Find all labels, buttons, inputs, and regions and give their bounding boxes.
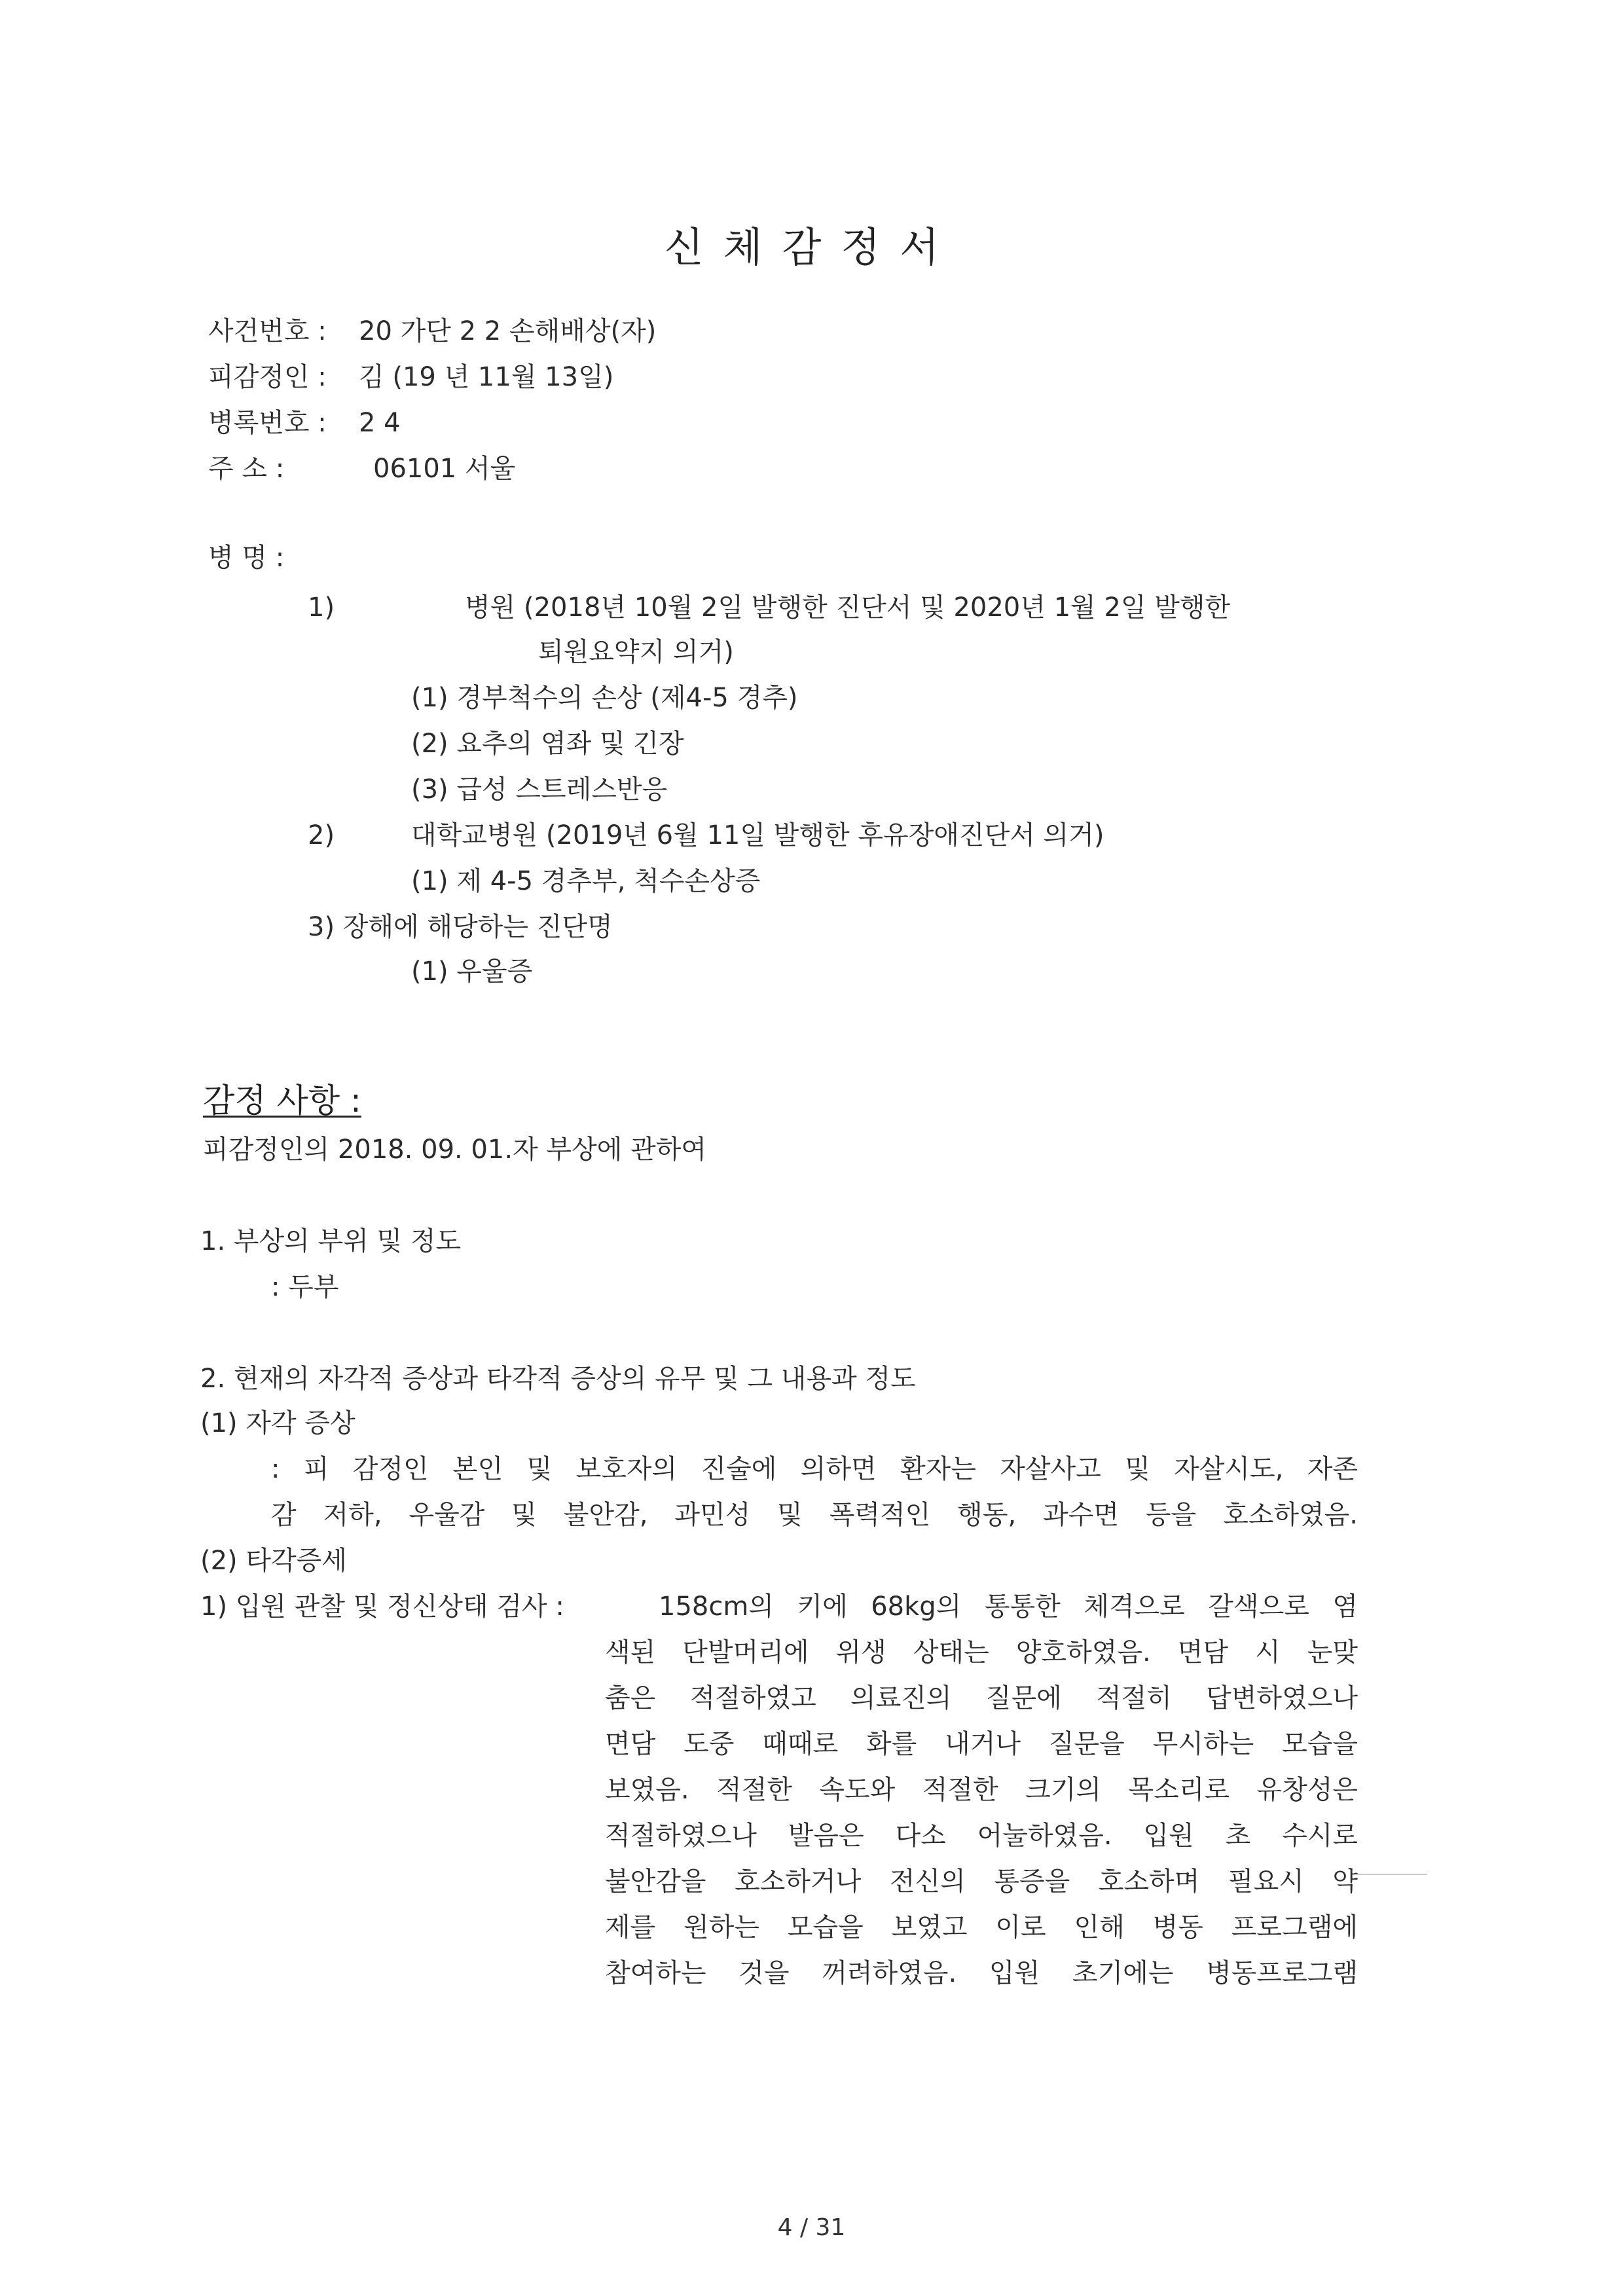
subjective-symptoms-line: : 피 감정인 본인 및 보호자의 진술에 의하면 환자는 자살사고 및 자살시도, 자존 [271,1454,1358,1484]
address-value: 06101 서울 [373,454,516,484]
objective-symptoms-title: (2) 타각증세 [200,1546,347,1576]
observation-line: 보였음. 적절한 속도와 적절한 크기의 목소리로 유창성은 [605,1775,1358,1805]
diagnosis-item-1-number: 1) [308,592,335,623]
diagnosis-sub-item: (3) 급성 스트레스반응 [411,774,668,805]
diagnosis-sub-item: (1) 경부척수의 손상 (제4-5 경추) [411,683,798,713]
diagnosis-sub-item: (2) 요추의 염좌 및 긴장 [411,729,684,759]
observation-line: 춤은 적절하였고 의료진의 질문에 적절히 답변하였으나 [605,1683,1358,1713]
case-number-label: 사건번호 : [208,316,327,346]
case-number-value: 20 가단 2 2 손해배상(자) [359,316,657,346]
diagnosis-sub-item: (1) 제 4-5 경추부, 척수손상증 [411,866,761,896]
record-number-value: 2 4 [359,408,401,438]
diagnosis-item-1-text: 병원 (2018년 10월 2일 발행한 진단서 및 2020년 1월 2일 발행한 [465,592,1231,623]
diagnosis-item-3-text: 3) 장해에 해당하는 진단명 [308,912,613,942]
observation-line: 불안감을 호소하거나 전신의 통증을 호소하며 필요시 약 [605,1867,1358,1897]
observation-line: 적절하였으나 발음은 다소 어눌하였음. 입원 초 수시로 [605,1821,1358,1851]
record-number-label: 병록번호 : [208,408,327,438]
diagnosis-sub-item: (1) 우울증 [411,957,533,987]
section-2-title: 2. 현재의 자각적 증상과 타각적 증상의 유무 및 그 내용과 정도 [200,1364,916,1394]
section-1-title: 1. 부상의 부위 및 정도 [200,1226,462,1256]
section-1-body: : 두부 [271,1272,339,1302]
page-number: 4 / 31 [777,2214,846,2241]
diagnosis-label: 병 명 : [208,543,285,573]
examinee-label: 피감정인 : [208,362,327,392]
diagnosis-item-2-text: 대학교병원 (2019년 6월 11일 발행한 후유장애진단서 의거) [411,820,1104,850]
diagnosis-item-2-number: 2) [308,820,335,850]
observation-line: 참여하는 것을 꺼려하였음. 입원 초기에는 병동프로그램 [605,1958,1358,1988]
assessment-intro: 피감정인의 2018. 09. 01.자 부상에 관하여 [203,1135,706,1165]
observation-line: 158cm의 키에 68kg의 통통한 체격으로 갈색으로 염 [659,1592,1358,1622]
observation-label: 1) 입원 관찰 및 정신상태 검사 : [200,1592,564,1622]
assessment-heading: 감정 사항 : [203,1082,361,1120]
examinee-value: 김 (19 년 11월 13일) [359,362,614,392]
observation-line: 면담 도중 때때로 화를 내거나 질문을 무시하는 모습을 [605,1729,1358,1759]
observation-line: 제를 원하는 모습을 보였고 이로 인해 병동 프로그램에 [605,1912,1358,1942]
scan-artifact-line [1355,1874,1427,1875]
subjective-symptoms-title: (1) 자각 증상 [200,1408,356,1438]
observation-line: 색된 단발머리에 위생 상태는 양호하였음. 면담 시 눈맞 [605,1637,1358,1667]
address-label: 주 소 : [208,454,285,484]
document-title: 신체감정서 [664,223,959,271]
diagnosis-item-1-text-cont: 퇴원요약지 의거) [538,637,734,667]
subjective-symptoms-line: 감 저하, 우울감 및 불안감, 과민성 및 폭력적인 행동, 과수면 등을 호소하였음. [271,1500,1358,1530]
